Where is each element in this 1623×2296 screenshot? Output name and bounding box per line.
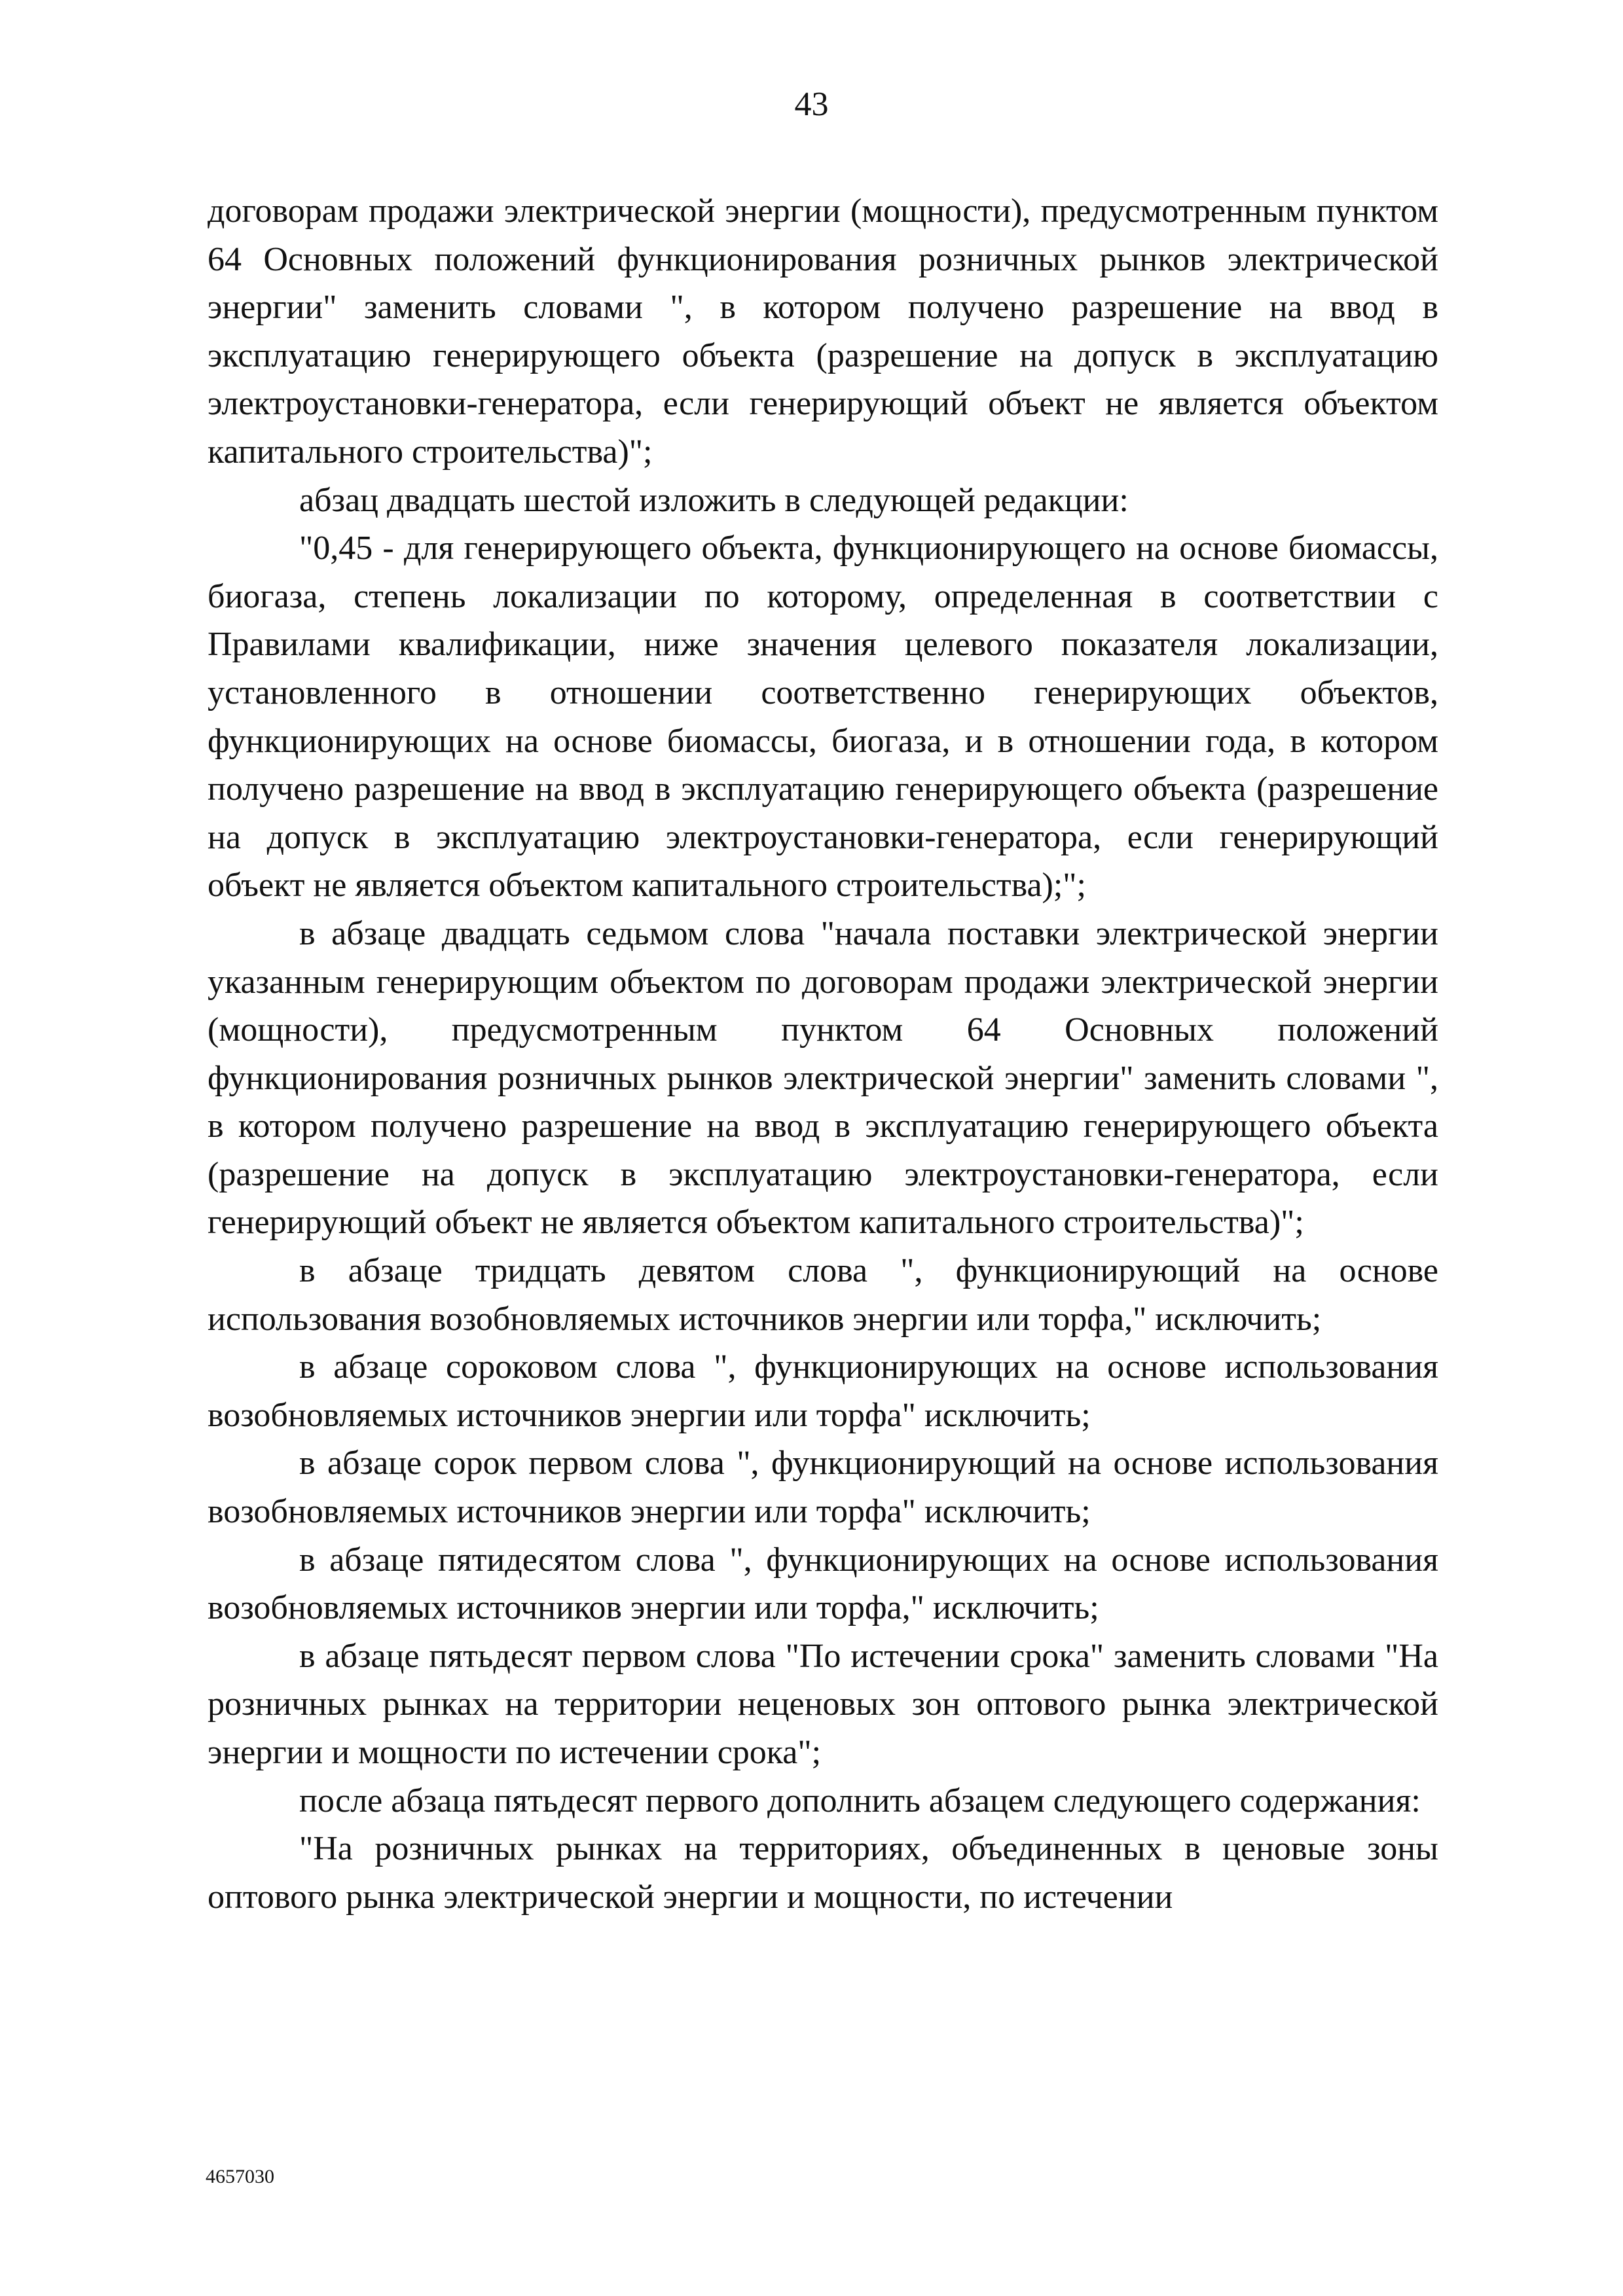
paragraph: в абзаце пятидесятом слова ", функционирующих на основе использования возобновляемых источников энергии или торфа," исключить; xyxy=(208,1541,1438,1627)
document-id: 4657030 xyxy=(206,2166,274,2187)
page-number: 43 xyxy=(794,86,829,123)
paragraph: в абзаце двадцать седьмом слова "начала поставки электрической энергии указанным генерирующим объектом по договорам продажи электрической энергии (мощности), предусмотренным пунктом 64 Основных положений функционирования розничных рынков электрической энергии" заменить словами ", в котором получено разрешение на ввод в эксплуатацию генерирующего объекта (разрешение на допуск в эксплуатацию электроустановки-генератора, если генерирующий объект не является объектом капитального строительства)"; xyxy=(208,914,1438,1242)
paragraph: в абзаце пятьдесят первом слова "По истечении срока" заменить словами "На розничных рынках на территории неценовых зон оптового рынка электрической энергии и мощности по истечении срока"; xyxy=(208,1637,1438,1771)
paragraph-continuation: договорам продажи электрической энергии (мощности), предусмотренным пунктом 64 Основных положений функционирования розничных рынков электрической энергии" заменить словами ", в котором получено разрешение на ввод в эксплуатацию генерирующего объекта (разрешение на допуск в эксплуатацию электроустановки-генератора, если генерирующий объект не является объектом капитального строительства)"; xyxy=(208,192,1438,471)
paragraph: в абзаце тридцать девятом слова ", функционирующий на основе использования возобновляемых источников энергии или торфа," исключить; xyxy=(208,1252,1438,1338)
paragraph: после абзаца пятьдесят первого дополнить абзацем следующего содержания: xyxy=(299,1782,1421,1820)
paragraph: "На розничных рынках на территориях, объединенных в ценовые зоны оптового рынка электрической энергии и мощности, по истечении xyxy=(208,1830,1438,1916)
paragraph: "0,45 - для генерирующего объекта, функционирующего на основе биомассы, биогаза, степень локализации по которому, определенная в соответствии с Правилами квалификации, ниже значения целевого показателя локализации, установленного в отношении соответственно генерирующих объектов, функционирующих на основе биомассы, биогаза, и в отношении года, в котором получено разрешение на ввод в эксплуатацию генерирующего объекта (разрешение на допуск в эксплуатацию электроустановки-генератора, если генерирующий объект не является объектом капитального строительства);"; xyxy=(208,529,1438,905)
document-body xyxy=(208,187,1438,1921)
paragraph: в абзаце сороковом слова ", функционирующих на основе использования возобновляемых источников энергии или торфа" исключить; xyxy=(208,1348,1438,1434)
paragraph: абзац двадцать шестой изложить в следующей редакции: xyxy=(299,481,1129,519)
paragraph: в абзаце сорок первом слова ", функционирующий на основе использования возобновляемых источников энергии или торфа" исключить; xyxy=(208,1444,1438,1531)
